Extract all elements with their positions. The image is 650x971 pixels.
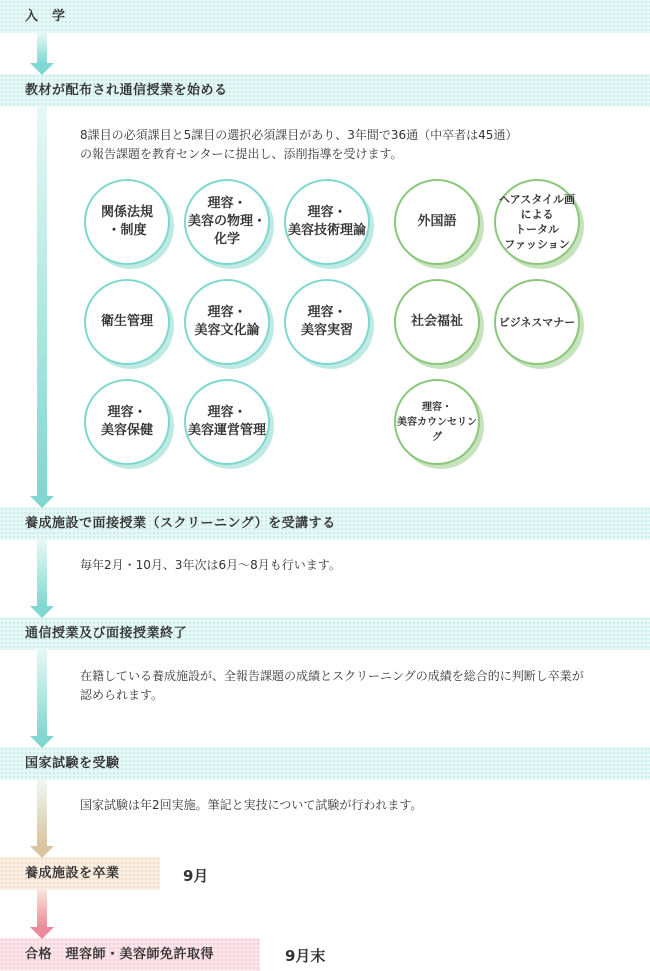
subject-circle-required [184,179,270,265]
arrow-shaft-5 [37,780,47,846]
subject-circle-required [84,279,170,365]
arrow-head-6 [30,927,54,939]
subject-circle-elective [394,279,480,365]
schooling-description: 毎年2月・10月、3年次は6月〜8月も行います。 [80,558,341,572]
subject-circle-elective [494,279,580,365]
arrow-head-5 [30,846,54,858]
step-materials-label: 教材が配布され通信授業を始める [25,83,228,98]
materials-description-line-1: 8課目の必須課目と5課目の選択必須課目があり、3年間で36通（中卒者は45通） [80,128,518,142]
subject-label: 理容・ 美容実習 [300,305,353,338]
step-enroll-label: 入 学 [25,9,66,24]
subject-label: 理容・ 美容保健 [100,405,153,438]
step-graduate-label: 養成施設を卒業 [25,866,120,881]
arrow-shaft-6 [37,890,47,927]
subject-label: ビジネスマナー [498,315,576,329]
complete-description-line-1: 在籍している養成施設が、全報告課題の成績とスクリーニングの成績を総合的に判断し卒業が [80,669,584,683]
subject-label: 社会福祉 [410,314,463,329]
arrow-head-3 [30,606,54,618]
step-materials [0,74,650,107]
step-schooling-label: 養成施設で面接授業（スクリーニング）を受講する [25,516,336,531]
arrow-shaft-1 [37,33,47,63]
step-exam-label: 国家試験を受験 [25,756,120,771]
subject-circle-required [284,179,370,265]
step-graduate [0,857,160,890]
step-pass-label: 合格 理容師・美容師免許取得 [25,947,215,962]
subject-label: 衛生管理 [100,314,153,329]
subject-label: 理容・ 美容カウンセリング [397,401,477,443]
subject-circle-required [84,379,170,465]
step-complete [0,617,650,650]
step-pass [0,938,260,971]
step-enroll [0,0,650,33]
arrow-shaft-4 [37,650,47,736]
exam-description: 国家試験は年2回実施。筆記と実技について試験が行われます。 [80,798,423,812]
pass-month: 9月末 [285,947,326,965]
subject-circle-required [184,279,270,365]
subject-circle-required [284,279,370,365]
complete-description-line-2: 認められます。 [80,688,164,702]
subject-circle-elective [394,179,480,265]
subject-label: 理容・ 美容運営管理 [187,405,266,438]
subject-circle-elective [494,179,580,265]
complete-description [80,667,584,705]
step-exam [0,747,650,780]
materials-description [80,126,517,164]
step-complete-label: 通信授業及び面接授業終了 [25,626,188,641]
subject-label: 理容・ 美容の物理・ 化学 [187,196,266,247]
subject-label: 理容・ 美容文化論 [194,305,260,338]
arrow-head-2 [30,496,54,508]
arrow-shaft-3 [37,540,47,606]
arrow-shaft-2 [37,107,47,496]
arrow-head-4 [30,736,54,748]
graduate-month: 9月 [183,867,209,885]
subject-label: ヘアスタイル画 による トータル ファッション [498,193,575,251]
step-schooling [0,507,650,540]
subject-label: 外国語 [417,214,457,229]
subject-label: 理容・ 美容技術理論 [287,205,366,238]
subject-circle-elective [394,379,480,465]
subject-circle-required [84,179,170,265]
arrow-head-1 [30,63,54,75]
subject-label: 関係法規 ・制度 [100,205,153,238]
subject-circle-required [184,379,270,465]
materials-description-line-2: の報告課題を教育センターに提出し、添削指導を受けます。 [80,147,403,161]
